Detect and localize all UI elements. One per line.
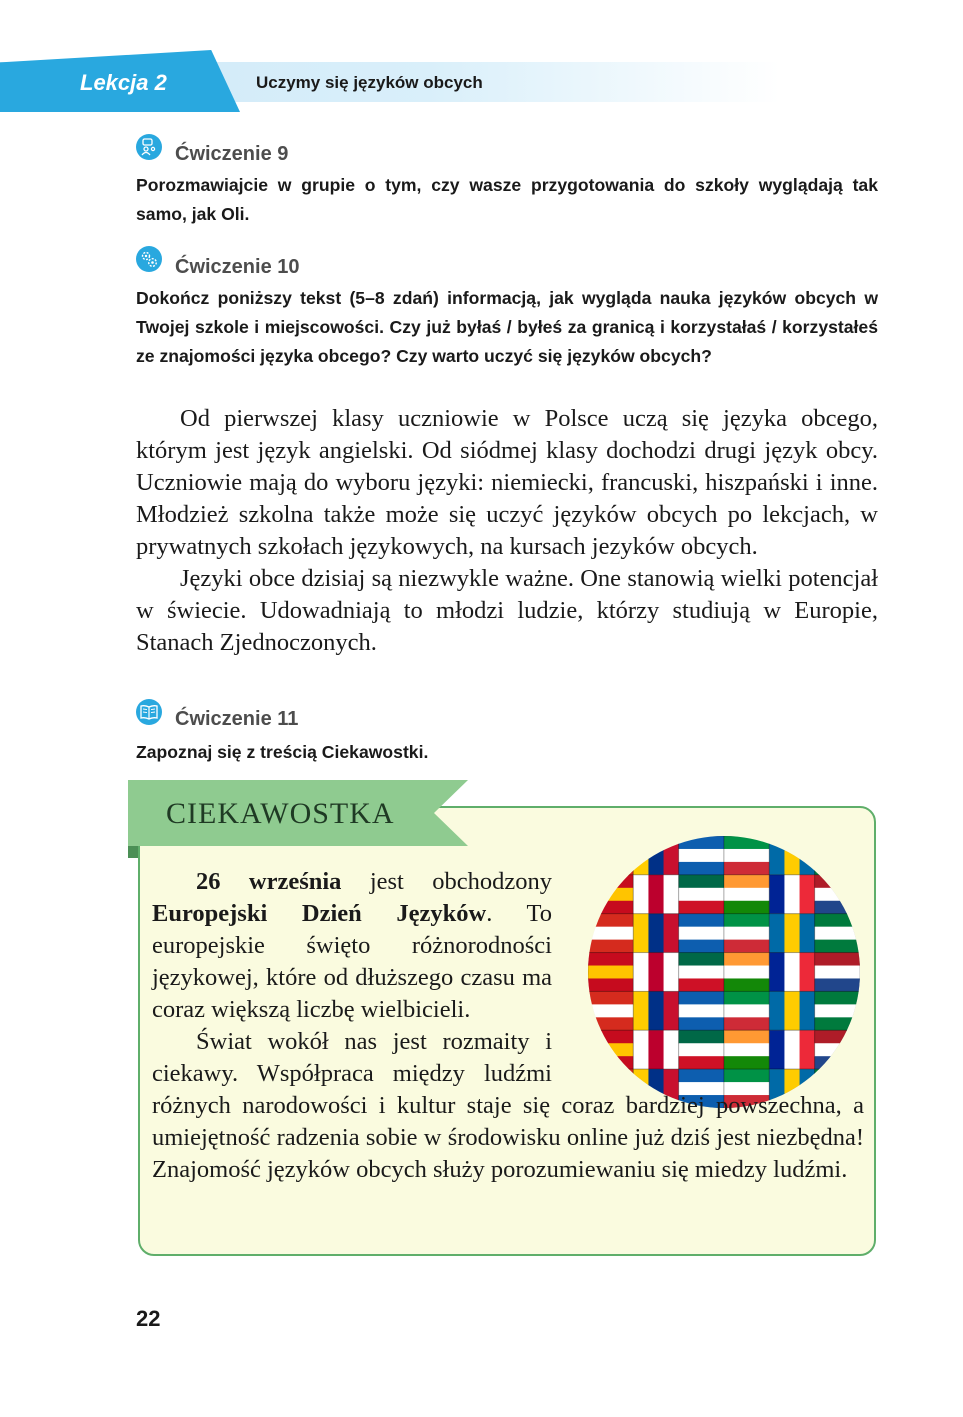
group-talk-icon (136, 134, 162, 160)
flag-stripe (724, 849, 769, 862)
ciekawostka-text-1: jest obchodzony (341, 868, 552, 895)
exercise-9-title: Ćwiczenie 9 (175, 143, 289, 165)
exercise-11-instruction: Zapoznaj się z treścią Ciekawostki. (136, 742, 429, 762)
ciekawostka-tab-shadow (128, 846, 138, 858)
body-paragraph-2: Języki obce dzisiaj są niezwykle ważne. One stanowią wielki potencjał w świecie. Udowadniają to młodzi ludzie, którzy studiują w Europie, Stanach Zjednoczonych. (136, 565, 878, 656)
ciekawostka-text (152, 866, 864, 1186)
flag-stripe (679, 849, 724, 862)
ciekawostka-text-2: . To europejskie święto różnorodności językowej, które od dłuższego czasu ma coraz większą liczbę wielbicieli. (152, 900, 553, 1023)
exercise-10-title: Ćwiczenie 10 (175, 256, 300, 278)
gears-icon (136, 246, 162, 272)
exercise-9-instruction: Porozmawiajcie w grupie o tym, czy wasze przygotowania do szkoły wyglądają tak samo, jak Oli. (136, 175, 878, 224)
ciekawostka-label: CIEKAWOSTKA (166, 797, 395, 830)
body-paragraph-1: Od pierwszej klasy uczniowie w Polsce uczą się języka obcego, którym jest język angielski. Od siódmej klasy dochodzi drugi język obcy. Uczniowie mają do wyboru języki: niemiecki, francuski, hiszpański i inne. Młodzież szkolna także może się uczyć języków obcych po lekcjach, w prywatnych szkołach językowych, na kursach jezyków obcych. (136, 405, 878, 560)
ciekawostka-paragraph-2: Świat wokół nas jest rozmaity i ciekawy. Współpraca między ludźmi różnych narodowości i kultur staje się coraz bardziej powszechna, a umiejętność radzenia sobie w środowisku online już dziś jest niezbędna! Znajomość języków obcych służy porozumiewaniu się miedzy ludźmi. (152, 1028, 864, 1183)
exercise-11-title: Ćwiczenie 11 (175, 708, 299, 730)
open-book-icon (136, 699, 162, 725)
page-number: 22 (136, 1306, 161, 1331)
exercise-10-instruction: Dokończ poniższy tekst (5–8 zdań) informacją, jak wygląda nauka języków obcych w Twojej szkole i miejscowości. Czy już byłaś / byłeś za granicą i korzystałaś / korzystałeś ze znajomości języka obcego? Czy warto uczyć się języków obcych? (136, 288, 878, 366)
ciekawostka-event: Europejski Dzień Języków (152, 900, 487, 927)
lesson-title: Uczymy się języków obcych (256, 73, 483, 92)
body-text (136, 403, 878, 659)
ciekawostka-date: 26 września (196, 868, 342, 895)
lesson-label: Lekcja 2 (80, 70, 167, 95)
